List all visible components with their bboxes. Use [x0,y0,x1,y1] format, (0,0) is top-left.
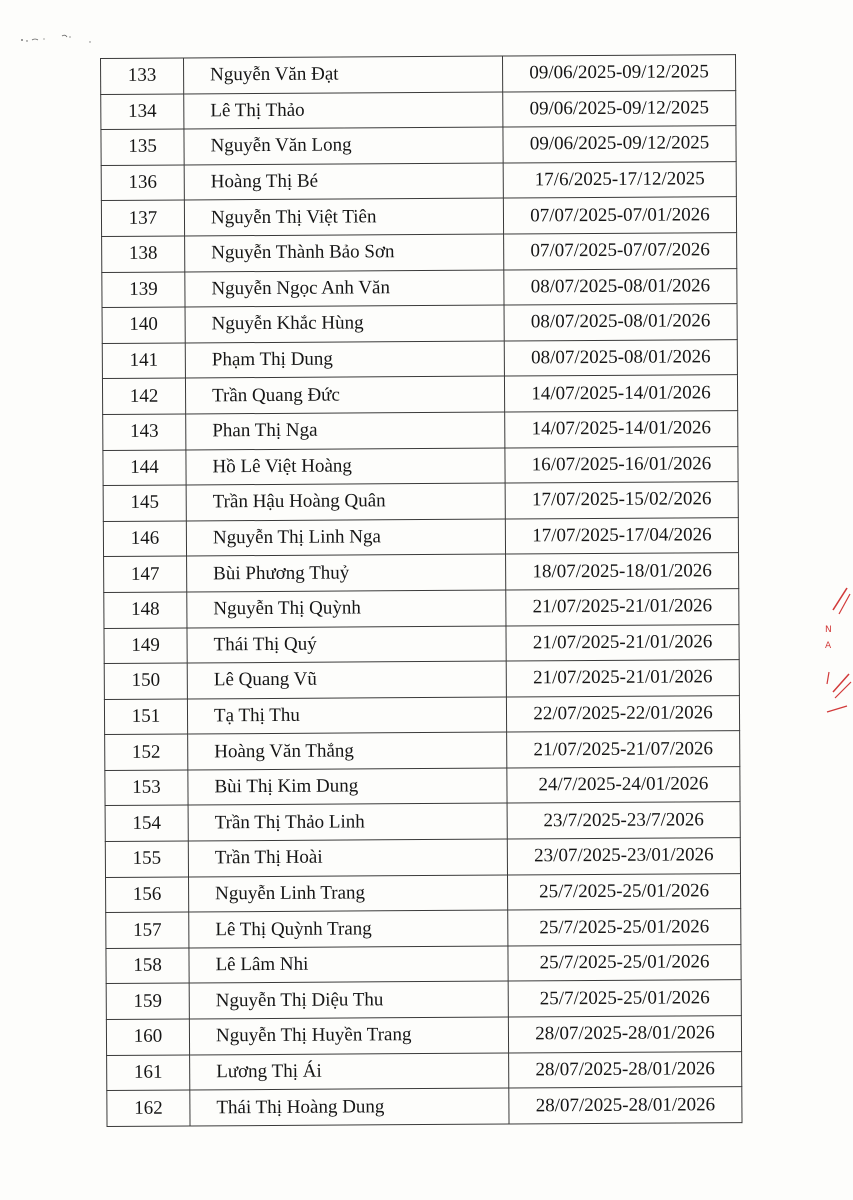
person-name: Nguyễn Khắc Hùng [185,305,504,343]
row-number: 134 [101,94,184,130]
row-number: 157 [106,912,189,948]
row-number: 161 [107,1055,190,1091]
table-row [105,802,740,841]
date-range: 14/07/2025-14/01/2026 [505,411,738,448]
row-number: 149 [104,627,187,663]
person-name: Nguyễn Thị Quỳnh [187,590,506,628]
svg-text:N: N [825,625,832,635]
row-number: 146 [103,521,186,557]
date-range: 25/7/2025-25/01/2026 [508,944,741,981]
date-range: 17/07/2025-15/02/2026 [505,482,738,519]
person-name: Tạ Thị Thu [187,697,506,735]
date-range: 16/07/2025-16/01/2026 [505,446,738,483]
person-name: Hồ Lê Việt Hoàng [186,448,505,486]
table-row [104,695,739,734]
table-row [102,375,737,414]
person-name: Trần Hậu Hoàng Quân [186,483,505,521]
table-row [107,1087,742,1126]
table-row [106,944,741,983]
date-range: 28/07/2025-28/01/2026 [509,1087,742,1124]
table-row [106,980,741,1019]
date-range: 14/07/2025-14/01/2026 [504,375,737,412]
date-range: 17/6/2025-17/12/2025 [503,161,736,198]
table-row [104,660,739,699]
row-number: 154 [105,805,188,841]
date-range: 28/07/2025-28/01/2026 [509,1051,742,1088]
table-row [104,589,739,628]
person-name: Thái Thị Quý [187,626,506,664]
date-range: 18/07/2025-18/01/2026 [506,553,739,590]
row-number: 138 [102,236,185,272]
table-row [103,482,738,521]
table-row [102,233,737,272]
table-row [103,411,738,450]
table-row [105,731,740,770]
roster-table-body [101,55,743,1127]
row-number: 156 [106,877,189,913]
svg-text:A: A [825,641,832,651]
person-name: Nguyễn Thị Việt Tiên [184,198,503,236]
person-name: Nguyễn Thị Diệu Thu [189,981,508,1019]
date-range: 25/7/2025-25/01/2026 [508,909,741,946]
table-row [103,517,738,556]
date-range: 24/7/2025-24/01/2026 [507,766,740,803]
row-number: 142 [102,378,185,414]
table-row [101,197,736,236]
person-name: Bùi Phương Thuỷ [187,554,506,592]
person-name: Phạm Thị Dung [185,341,504,379]
row-number: 160 [106,1019,189,1055]
person-name: Trần Quang Đức [185,376,504,414]
roster-table [100,54,743,1127]
table-row [105,766,740,805]
row-number: 148 [104,592,187,628]
row-number: 152 [105,734,188,770]
table-row [103,446,738,485]
table-row [102,304,737,343]
table-row [106,873,741,912]
table-row [101,161,736,200]
table-row [105,838,740,877]
person-name: Phan Thị Nga [186,412,505,450]
person-name: Lê Thị Quỳnh Trang [189,910,508,948]
row-number: 135 [101,129,184,165]
scan-artifact-marks [18,28,98,48]
row-number: 137 [101,200,184,236]
table-row [104,553,739,592]
row-number: 153 [105,770,188,806]
person-name: Nguyễn Thị Linh Nga [186,519,505,557]
date-range: 28/07/2025-28/01/2026 [508,1016,741,1053]
person-name: Nguyễn Văn Long [184,127,503,165]
table-row [101,55,736,94]
row-number: 144 [103,450,186,486]
date-range: 09/06/2025-09/12/2025 [503,90,736,127]
date-range: 07/07/2025-07/01/2026 [503,197,736,234]
date-range: 22/07/2025-22/01/2026 [506,695,739,732]
row-number: 141 [102,343,185,379]
date-range: 21/07/2025-21/01/2026 [506,589,739,626]
date-range: 17/07/2025-17/04/2026 [505,517,738,554]
table-row [106,1016,741,1055]
person-name: Lê Quang Vũ [187,661,506,699]
row-number: 136 [101,165,184,201]
person-name: Trần Thị Thảo Linh [188,803,507,841]
red-stamp-fragment [823,580,853,720]
person-name: Lương Thị Ái [190,1053,509,1091]
date-range: 25/7/2025-25/01/2026 [507,873,740,910]
table-row [102,339,737,378]
person-name: Bùi Thị Kim Dung [188,768,507,806]
date-range: 21/07/2025-21/01/2026 [506,624,739,661]
person-name: Hoàng Thị Bé [184,163,503,201]
row-number: 150 [104,663,187,699]
row-number: 158 [106,948,189,984]
date-range: 25/7/2025-25/01/2026 [508,980,741,1017]
date-range: 23/7/2025-23/7/2026 [507,802,740,839]
row-number: 145 [103,485,186,521]
person-name: Hoàng Văn Thắng [188,732,507,770]
person-name: Trần Thị Hoài [188,839,507,877]
table-row [107,1051,742,1090]
row-number: 151 [104,699,187,735]
table-row [101,126,736,165]
date-range: 09/06/2025-09/12/2025 [502,55,735,92]
date-range: 08/07/2025-08/01/2026 [504,339,737,376]
row-number: 143 [103,414,186,450]
date-range: 21/07/2025-21/07/2026 [507,731,740,768]
date-range: 21/07/2025-21/01/2026 [506,660,739,697]
date-range: 09/06/2025-09/12/2025 [503,126,736,163]
row-number: 133 [101,58,184,94]
person-name: Nguyễn Thị Huyền Trang [189,1017,508,1055]
person-name: Thái Thị Hoàng Dung [190,1088,509,1126]
row-number: 159 [106,983,189,1019]
person-name: Nguyễn Thành Bảo Sơn [185,234,504,272]
person-name: Nguyễn Văn Đạt [184,56,503,94]
date-range: 07/07/2025-07/07/2026 [504,233,737,270]
table-row [101,90,736,129]
table-row [106,909,741,948]
table-row [102,268,737,307]
row-number: 155 [105,841,188,877]
row-number: 139 [102,272,185,308]
date-range: 08/07/2025-08/01/2026 [504,268,737,305]
person-name: Nguyễn Ngọc Anh Văn [185,270,504,308]
date-range: 23/07/2025-23/01/2026 [507,838,740,875]
row-number: 140 [102,307,185,343]
person-name: Lê Lâm Nhi [189,946,508,984]
date-range: 08/07/2025-08/01/2026 [504,304,737,341]
person-name: Lê Thị Thảo [184,92,503,130]
row-number: 147 [104,556,187,592]
person-name: Nguyễn Linh Trang [189,875,508,913]
table-row [104,624,739,663]
row-number: 162 [107,1090,190,1126]
